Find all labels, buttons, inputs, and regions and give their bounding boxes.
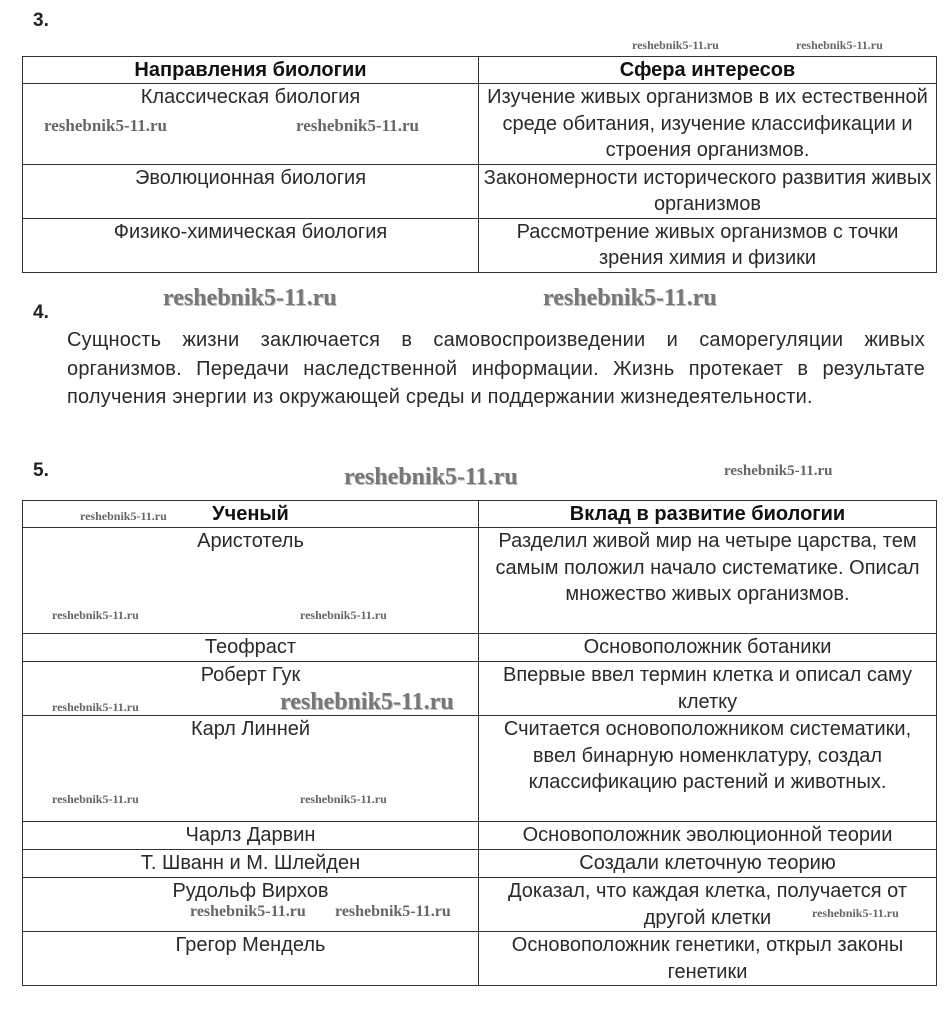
watermark: reshebnik5-11.ru xyxy=(812,906,899,920)
row-label-cell: Т. Шванн и М. Шлейден xyxy=(23,850,479,878)
row-label-cell: Чарлз Дарвин xyxy=(23,822,479,850)
row-value-cell: Рассмотрение живых организмов с точки зрения химия и физики xyxy=(479,218,937,272)
task-4-number: 4. xyxy=(33,302,49,323)
watermark: reshebnik5-11.ru xyxy=(796,38,883,52)
watermark: reshebnik5-11.ru xyxy=(280,689,454,715)
table-row xyxy=(23,822,937,850)
watermark: reshebnik5-11.ru xyxy=(632,38,719,52)
row-label-cell: Эволюционная биология xyxy=(23,164,479,218)
table-row xyxy=(23,716,937,822)
header-interests: Сфера интересов xyxy=(479,57,937,84)
row-label-cell: Аристотель xyxy=(23,528,479,634)
row-value-cell: Впервые ввел термин клетка и описал саму клетку xyxy=(479,662,937,716)
task-5-number: 5. xyxy=(33,460,49,481)
header-contribution: Вклад в развитие биологии xyxy=(479,501,937,528)
row-label-cell: Карл Линней xyxy=(23,716,479,822)
scientists-table xyxy=(22,500,937,986)
table-row xyxy=(23,662,937,716)
watermark: reshebnik5-11.ru xyxy=(300,792,387,806)
row-value-cell: Закономерности исторического развития живых организмов xyxy=(479,164,937,218)
watermark: reshebnik5-11.ru xyxy=(80,509,167,523)
watermark: reshebnik5-11.ru xyxy=(724,463,833,479)
row-label-cell: Теофраст xyxy=(23,634,479,662)
watermark: reshebnik5-11.ru xyxy=(52,608,139,622)
row-value-cell: Доказал, что каждая клетка, получается от другой клетки xyxy=(479,878,937,932)
table-row xyxy=(23,164,937,218)
watermark: reshebnik5-11.ru xyxy=(44,116,167,135)
row-label-cell: Грегор Мендель xyxy=(23,932,479,986)
watermark: reshebnik5-11.ru xyxy=(296,116,419,135)
row-value-cell: Изучение живых организмов в их естественной среде обитания, изучение классификации и строения организмов. xyxy=(479,84,937,165)
table-body xyxy=(23,84,937,273)
watermark: reshebnik5-11.ru xyxy=(163,285,337,311)
table-row xyxy=(23,218,937,272)
row-label-cell: Рудольф Вирхов xyxy=(23,878,479,932)
table-row xyxy=(23,878,937,932)
row-value-cell: Считается основоположником систематики, ввел бинарную номенклатуру, создал классификацию растений и животных. xyxy=(479,716,937,822)
task-3-number: 3. xyxy=(33,10,49,31)
watermark: reshebnik5-11.ru xyxy=(543,285,717,311)
table-row xyxy=(23,634,937,662)
row-label-cell: Роберт Гук xyxy=(23,662,479,716)
table-body xyxy=(23,528,937,986)
essence-of-life-paragraph: Сущность жизни заключается в самовоспроизведении и саморегуляции живых организмов. Передачи наследственной информации. Жизнь протекает в результате получения энергии из окружающей среды и поддержании жизнедеятельности. xyxy=(67,329,925,409)
row-value-cell: Основоположник генетики, открыл законы генетики xyxy=(479,932,937,986)
watermark: reshebnik5-11.ru xyxy=(52,700,139,714)
row-label-cell: Классическая биология xyxy=(23,84,479,165)
watermark: reshebnik5-11.ru xyxy=(52,792,139,806)
row-value-cell: Создали клеточную теорию xyxy=(479,850,937,878)
table-row xyxy=(23,850,937,878)
row-value-cell: Разделил живой мир на четыре царства, тем самым положил начало систематике. Описал множество живых организмов. xyxy=(479,528,937,634)
table-row xyxy=(23,932,937,986)
header-directions: Направления биологии xyxy=(23,57,479,84)
table-row xyxy=(23,528,937,634)
row-label-cell: Физико-химическая биология xyxy=(23,218,479,272)
row-value-cell: Основоположник эволюционной теории xyxy=(479,822,937,850)
row-value-cell: Основоположник ботаники xyxy=(479,634,937,662)
biology-directions-table xyxy=(22,56,937,273)
watermark: reshebnik5-11.ru xyxy=(344,464,518,490)
watermark: reshebnik5-11.ru xyxy=(335,903,451,920)
header-scientist: Ученый xyxy=(23,501,479,528)
watermark: reshebnik5-11.ru xyxy=(300,608,387,622)
watermark: reshebnik5-11.ru xyxy=(190,903,306,920)
